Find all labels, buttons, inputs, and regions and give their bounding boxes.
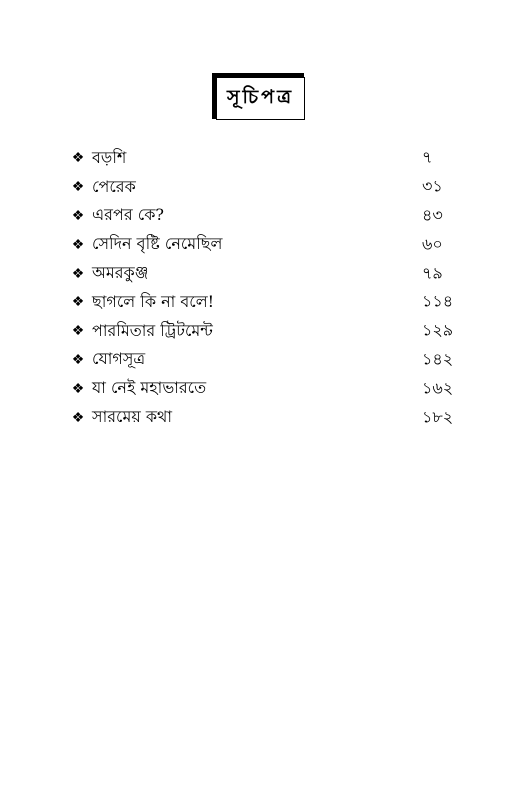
toc-entry-page: ১৮২ [422,407,454,427]
toc-entry [70,259,460,288]
toc-entry-title: যা নেই মহাভারতে [92,378,207,398]
toc-entry-title: এরপর কে? [92,205,164,225]
toc-entry [70,173,460,202]
page-title: সূচিপত্র [216,77,305,120]
toc-entry [70,144,460,173]
diamond-bullet-icon: ❖ [71,150,85,167]
toc-entry-title: যোগসূত্র [92,349,146,369]
diamond-bullet-icon: ❖ [71,179,85,196]
toc-entry-title: ছাগলে কি না বলে! [92,291,215,311]
toc-entry [70,230,460,259]
toc-entry-page: ১২৯ [422,320,454,340]
diamond-bullet-icon: ❖ [71,265,85,282]
table-of-contents [70,144,460,432]
toc-entry [70,288,460,317]
toc-entry-page: ৭ [422,147,433,167]
toc-entry-title: সেদিন বৃষ্টি নেমেছিল [92,234,223,254]
toc-entry [70,317,460,346]
diamond-bullet-icon: ❖ [71,294,85,311]
toc-entry-title: পেরেক [92,176,136,196]
diamond-bullet-icon: ❖ [71,207,85,224]
toc-entry-page: ৩১ [422,176,443,196]
diamond-bullet-icon: ❖ [71,323,85,340]
toc-entry [70,403,460,432]
toc-entry-page: ৭৯ [422,263,443,283]
diamond-bullet-icon: ❖ [71,409,85,426]
toc-entry-page: ১৬২ [422,378,454,398]
title-frame [212,73,308,123]
toc-entry-page: ১১৪ [422,291,454,311]
toc-entry-title: অমরকুঞ্জ [92,263,149,283]
diamond-bullet-icon: ❖ [71,236,85,253]
toc-entry-title: সারমেয় কথা [92,407,173,427]
toc-entry-title: বড়শি [92,147,127,167]
diamond-bullet-icon: ❖ [71,351,85,368]
toc-entry [70,374,460,403]
toc-entry [70,346,460,375]
diamond-bullet-icon: ❖ [71,380,85,397]
toc-entry-page: ৬০ [422,234,443,254]
toc-entry-title: পারমিতার ট্রিটমেন্ট [92,320,213,340]
toc-entry [70,202,460,231]
toc-entry-page: ৪৩ [422,205,443,225]
toc-entry-page: ১৪২ [422,349,454,369]
